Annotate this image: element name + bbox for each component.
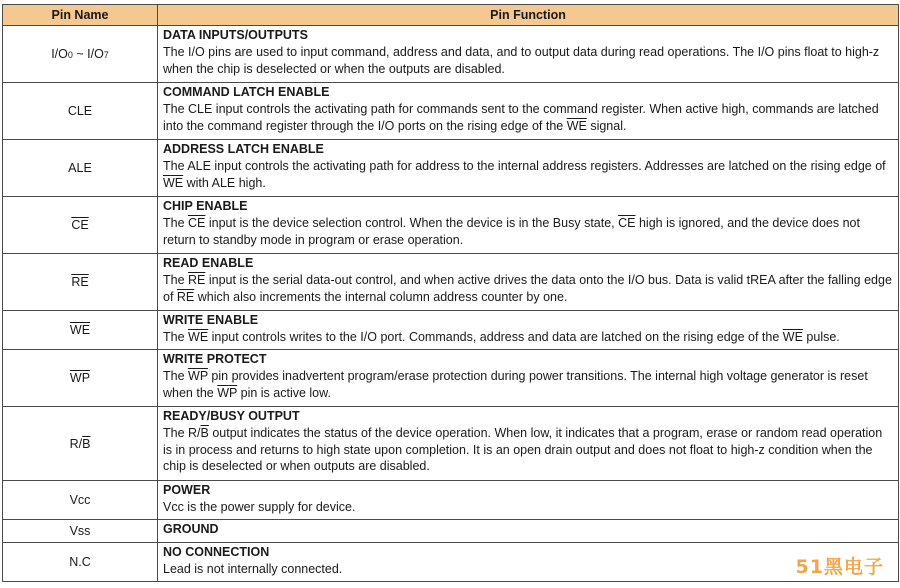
table-header-row xyxy=(3,5,899,26)
table-row xyxy=(3,26,899,83)
function-title: DATA INPUTS/OUTPUTS xyxy=(163,28,308,42)
function-description: The CLE input controls the activating path for commands sent to the command register. When active high, commands are latched into the command register through the I/O ports on the rising edge of the $\overline{WE}$ signal. xyxy=(163,101,879,133)
function-title: READY/BUSY OUTPUT xyxy=(163,409,300,423)
pin-name-vcc: Vcc xyxy=(3,481,158,520)
table-row xyxy=(3,197,899,254)
table-row xyxy=(3,254,899,311)
function-title: WRITE ENABLE xyxy=(163,313,259,327)
function-title: WRITE PROTECT xyxy=(163,352,267,366)
function-description: The $\overline{WP}$ pin provides inadvertent program/erase protection during power transitions. The internal high voltage generator is reset when the $\overline{WP}$ pin is active low. xyxy=(163,368,868,400)
pin-name-vss: Vss xyxy=(3,520,158,543)
pin-function-rb xyxy=(158,407,899,481)
pin-name-ce: $\overline{CE}$ xyxy=(3,197,158,254)
header-pin-function: Pin Function xyxy=(158,5,899,26)
table-row xyxy=(3,481,899,520)
table-row xyxy=(3,83,899,140)
pin-function-wp xyxy=(158,350,899,407)
watermark: 51黑电子 xyxy=(795,556,884,578)
pin-name-rb: $R/\overline{B}$ xyxy=(3,407,158,481)
pin-function-vcc xyxy=(158,481,899,520)
pin-function-we xyxy=(158,311,899,350)
function-description: Vcc is the power supply for device. xyxy=(163,499,356,514)
pin-function-io xyxy=(158,26,899,83)
pin-function-vss xyxy=(158,520,899,543)
function-title: GROUND xyxy=(163,522,219,536)
function-description: The $\overline{WE}$ input controls writes to the I/O port. Commands, address and data are latched on the rising edge of the $\overline{WE}$ pulse. xyxy=(163,329,840,344)
function-description: The I/O pins are used to input command, address and data, and to output data during read operations. The I/O pins float to high-z when the chip is deselected or when the outputs are disabled. xyxy=(163,44,880,76)
table-row xyxy=(3,311,899,350)
pin-function-ce xyxy=(158,197,899,254)
table-row xyxy=(3,520,899,543)
function-description: The $\overline{CE}$ input is the device selection control. When the device is in the Busy state, $\overline{CE}$ high is ignored, and the device does not return to standby mode in program or erase operation. xyxy=(163,215,860,247)
pin-name-cle: CLE xyxy=(3,83,158,140)
function-description: The $\overline{RE}$ input is the serial data-out control, and when active drives the data onto the I/O bus. Data is valid tREA after the falling edge of $\overline{RE}$ which also increments the internal column address counter by one. xyxy=(163,272,892,304)
table-row xyxy=(3,407,899,481)
function-title: ADDRESS LATCH ENABLE xyxy=(163,142,324,156)
pin-name-re: $\overline{RE}$ xyxy=(3,254,158,311)
pin-function-cle xyxy=(158,83,899,140)
pin-name-we: $\overline{WE}$ xyxy=(3,311,158,350)
pin-name-wp: $\overline{WP}$ xyxy=(3,350,158,407)
pin-function-nc xyxy=(158,543,899,582)
function-title: NO CONNECTION xyxy=(163,545,270,559)
function-description: Lead is not internally connected. xyxy=(163,561,343,576)
table-row xyxy=(3,350,899,407)
pin-function-re xyxy=(158,254,899,311)
header-pin-name: Pin Name xyxy=(3,5,158,26)
pin-description-table xyxy=(2,4,899,582)
pin-name-io: I/O0 ~ I/O7 xyxy=(3,26,158,83)
function-description: The ALE input controls the activating path for address to the internal address registers. Addresses are latched on the rising edge of $\overline{WE}$ with ALE high. xyxy=(163,158,886,190)
function-title: POWER xyxy=(163,483,211,497)
pin-name-nc: N.C xyxy=(3,543,158,582)
function-title: CHIP ENABLE xyxy=(163,199,248,213)
function-title: READ ENABLE xyxy=(163,256,254,270)
table-row xyxy=(3,543,899,582)
function-description: The $R/\overline{B}$ output indicates the status of the device operation. When low, it indicates that a program, erase or random read operation is in process and returns to high state upon completion. It is an open drain output and does not float to high-z condition when the chip is deselected or when outputs are disabled. xyxy=(163,425,883,474)
function-title: COMMAND LATCH ENABLE xyxy=(163,85,330,99)
pin-name-ale: ALE xyxy=(3,140,158,197)
pin-function-ale xyxy=(158,140,899,197)
table-row xyxy=(3,140,899,197)
